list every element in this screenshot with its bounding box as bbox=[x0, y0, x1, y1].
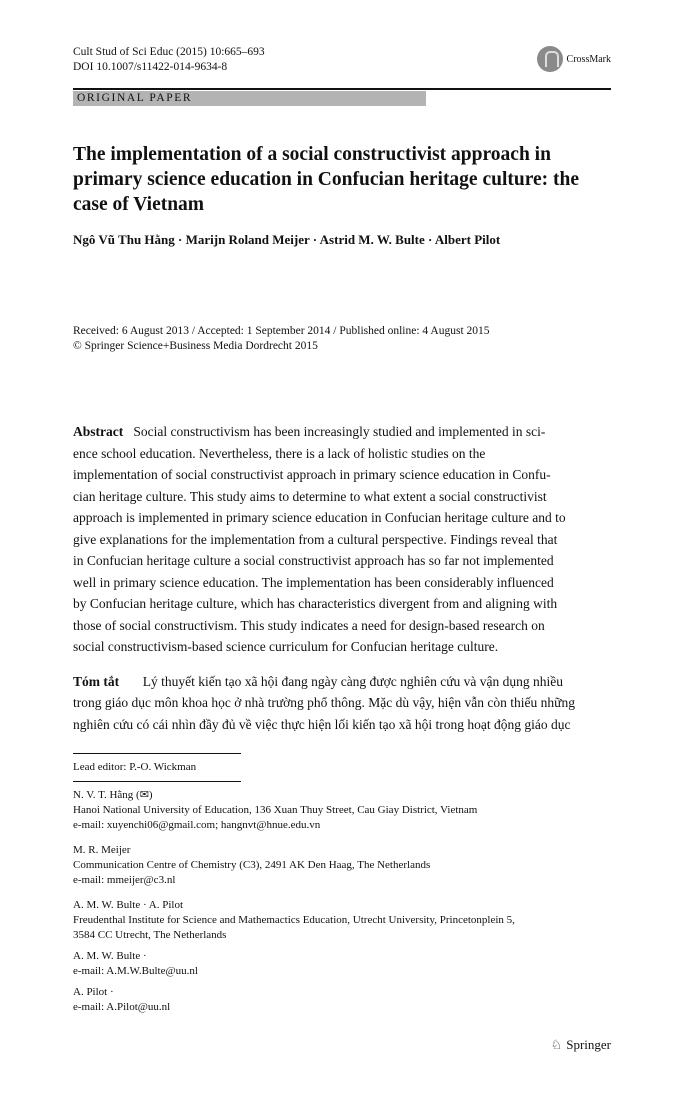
email[interactable]: e-mail: A.Pilot@uu.nl bbox=[73, 1001, 171, 1013]
address: 3584 CC Utrecht, The Netherlands bbox=[73, 929, 227, 941]
abstract-line: approach is implemented in primary science education in Confucian heritage culture and to bbox=[73, 510, 566, 525]
abstract-line: implementation of social constructivist approach in primary science education in Confu- bbox=[73, 467, 551, 482]
email[interactable]: e-mail: xuyenchi06@gmail.com; hangnvt@hnue.edu.vn bbox=[73, 819, 321, 831]
email[interactable]: e-mail: mmeijer@c3.nl bbox=[73, 874, 176, 886]
authors: Ngô Vũ Thu Hằng · Marijn Roland Meijer · Astrid M. W. Bulte · Albert Pilot bbox=[73, 232, 501, 247]
affiliation bbox=[73, 985, 611, 1015]
tomtat-line: nghiên cứu có cái nhìn đầy đủ về việc thực hiện lối kiến tạo xã hội trong hoạt động giáo dục bbox=[73, 716, 571, 732]
journal-info: Cult Stud of Sci Educ (2015) 10:665–693 bbox=[73, 46, 265, 58]
tomtat-line-text: Lý thuyết kiến tạo xã hội đang ngày càng được nghiên cứu và vận dụng nhiều bbox=[142, 673, 564, 689]
abstract-line: social constructivism-based science curriculum for Confucian heritage culture. bbox=[73, 639, 499, 654]
abstract-line: cian heritage culture. This study aims to determine to what extent a social constructivist bbox=[73, 488, 547, 504]
doi[interactable]: DOI 10.1007/s11422-014-9634-8 bbox=[73, 61, 228, 73]
vietnamese-abstract bbox=[73, 671, 611, 736]
author-name: M. R. Meijer bbox=[73, 844, 131, 856]
author-name: A. M. W. Bulte · A. Pilot bbox=[73, 899, 184, 911]
section-label: ORIGINAL PAPER bbox=[73, 91, 426, 106]
footnote-rule bbox=[73, 781, 241, 782]
affiliation bbox=[73, 788, 611, 833]
abstract-line-text: Social constructivism has been increasingly studied and implemented in sci- bbox=[133, 424, 546, 439]
publication-dates: Received: 6 August 2013 / Accepted: 1 September 2014 / Published online: 4 August 2015 bbox=[73, 325, 490, 337]
tomtat-label: Tóm tắt bbox=[73, 673, 120, 689]
affiliation bbox=[73, 843, 611, 888]
tomtat-line: trong giáo dục môn khoa học ở nhà trường phổ thông. Mặc dù vậy, hiện vẫn còn thiếu những bbox=[73, 695, 575, 710]
abstract-label: Abstract bbox=[73, 424, 124, 439]
crossmark-label: CrossMark bbox=[566, 53, 611, 65]
article-title: The implementation of a social constructivist approach in primary science education in Confucian heritage culture: the case of Vietnam bbox=[73, 144, 580, 215]
publisher-name: Springer bbox=[566, 1037, 611, 1052]
address: Freudenthal Institute for Science and Mathemactics Education, Utrecht University, Princetonplein 5, bbox=[73, 914, 515, 926]
footnote-rule bbox=[73, 753, 241, 754]
author-name: N. V. T. Hằng (✉) bbox=[73, 789, 153, 801]
abstract-line bbox=[73, 421, 611, 443]
copyright: © Springer Science+Business Media Dordrecht 2015 bbox=[73, 339, 318, 352]
springer-horse-icon: ♘ bbox=[550, 1037, 563, 1052]
tomtat-line bbox=[73, 671, 611, 693]
abstract-line: give explanations for the implementation from a cultural perspective. Findings reveal that bbox=[73, 531, 558, 547]
affiliation bbox=[73, 898, 611, 943]
publisher-logo bbox=[73, 1037, 611, 1053]
lead-editor: Lead editor: P.-O. Wickman bbox=[73, 761, 197, 773]
author-name: A. Pilot · bbox=[73, 986, 114, 998]
address: Hanoi National University of Education, 136 Xuan Thuy Street, Cau Giay District, Vietnam bbox=[73, 804, 478, 816]
affiliation bbox=[73, 949, 611, 979]
address: Communication Centre of Chemistry (C3), 2491 AK Den Haag, The Netherlands bbox=[73, 859, 431, 871]
abstract-line: in Confucian heritage culture a social constructivist approach has so far not implemented bbox=[73, 553, 554, 568]
abstract-line: by Confucian heritage culture, which has characteristics divergent from and aligning with bbox=[73, 596, 558, 611]
email[interactable]: e-mail: A.M.W.Bulte@uu.nl bbox=[73, 965, 198, 977]
abstract bbox=[73, 421, 611, 658]
author-name: A. M. W. Bulte · bbox=[73, 950, 147, 962]
abstract-line: ence school education. Nevertheless, there is a lack of holistic studies on the bbox=[73, 445, 486, 461]
abstract-line: those of social constructivism. This study indicates a need for design-based research on bbox=[73, 617, 545, 633]
abstract-line: well in primary science education. The implementation has been considerably influenced bbox=[73, 574, 554, 590]
